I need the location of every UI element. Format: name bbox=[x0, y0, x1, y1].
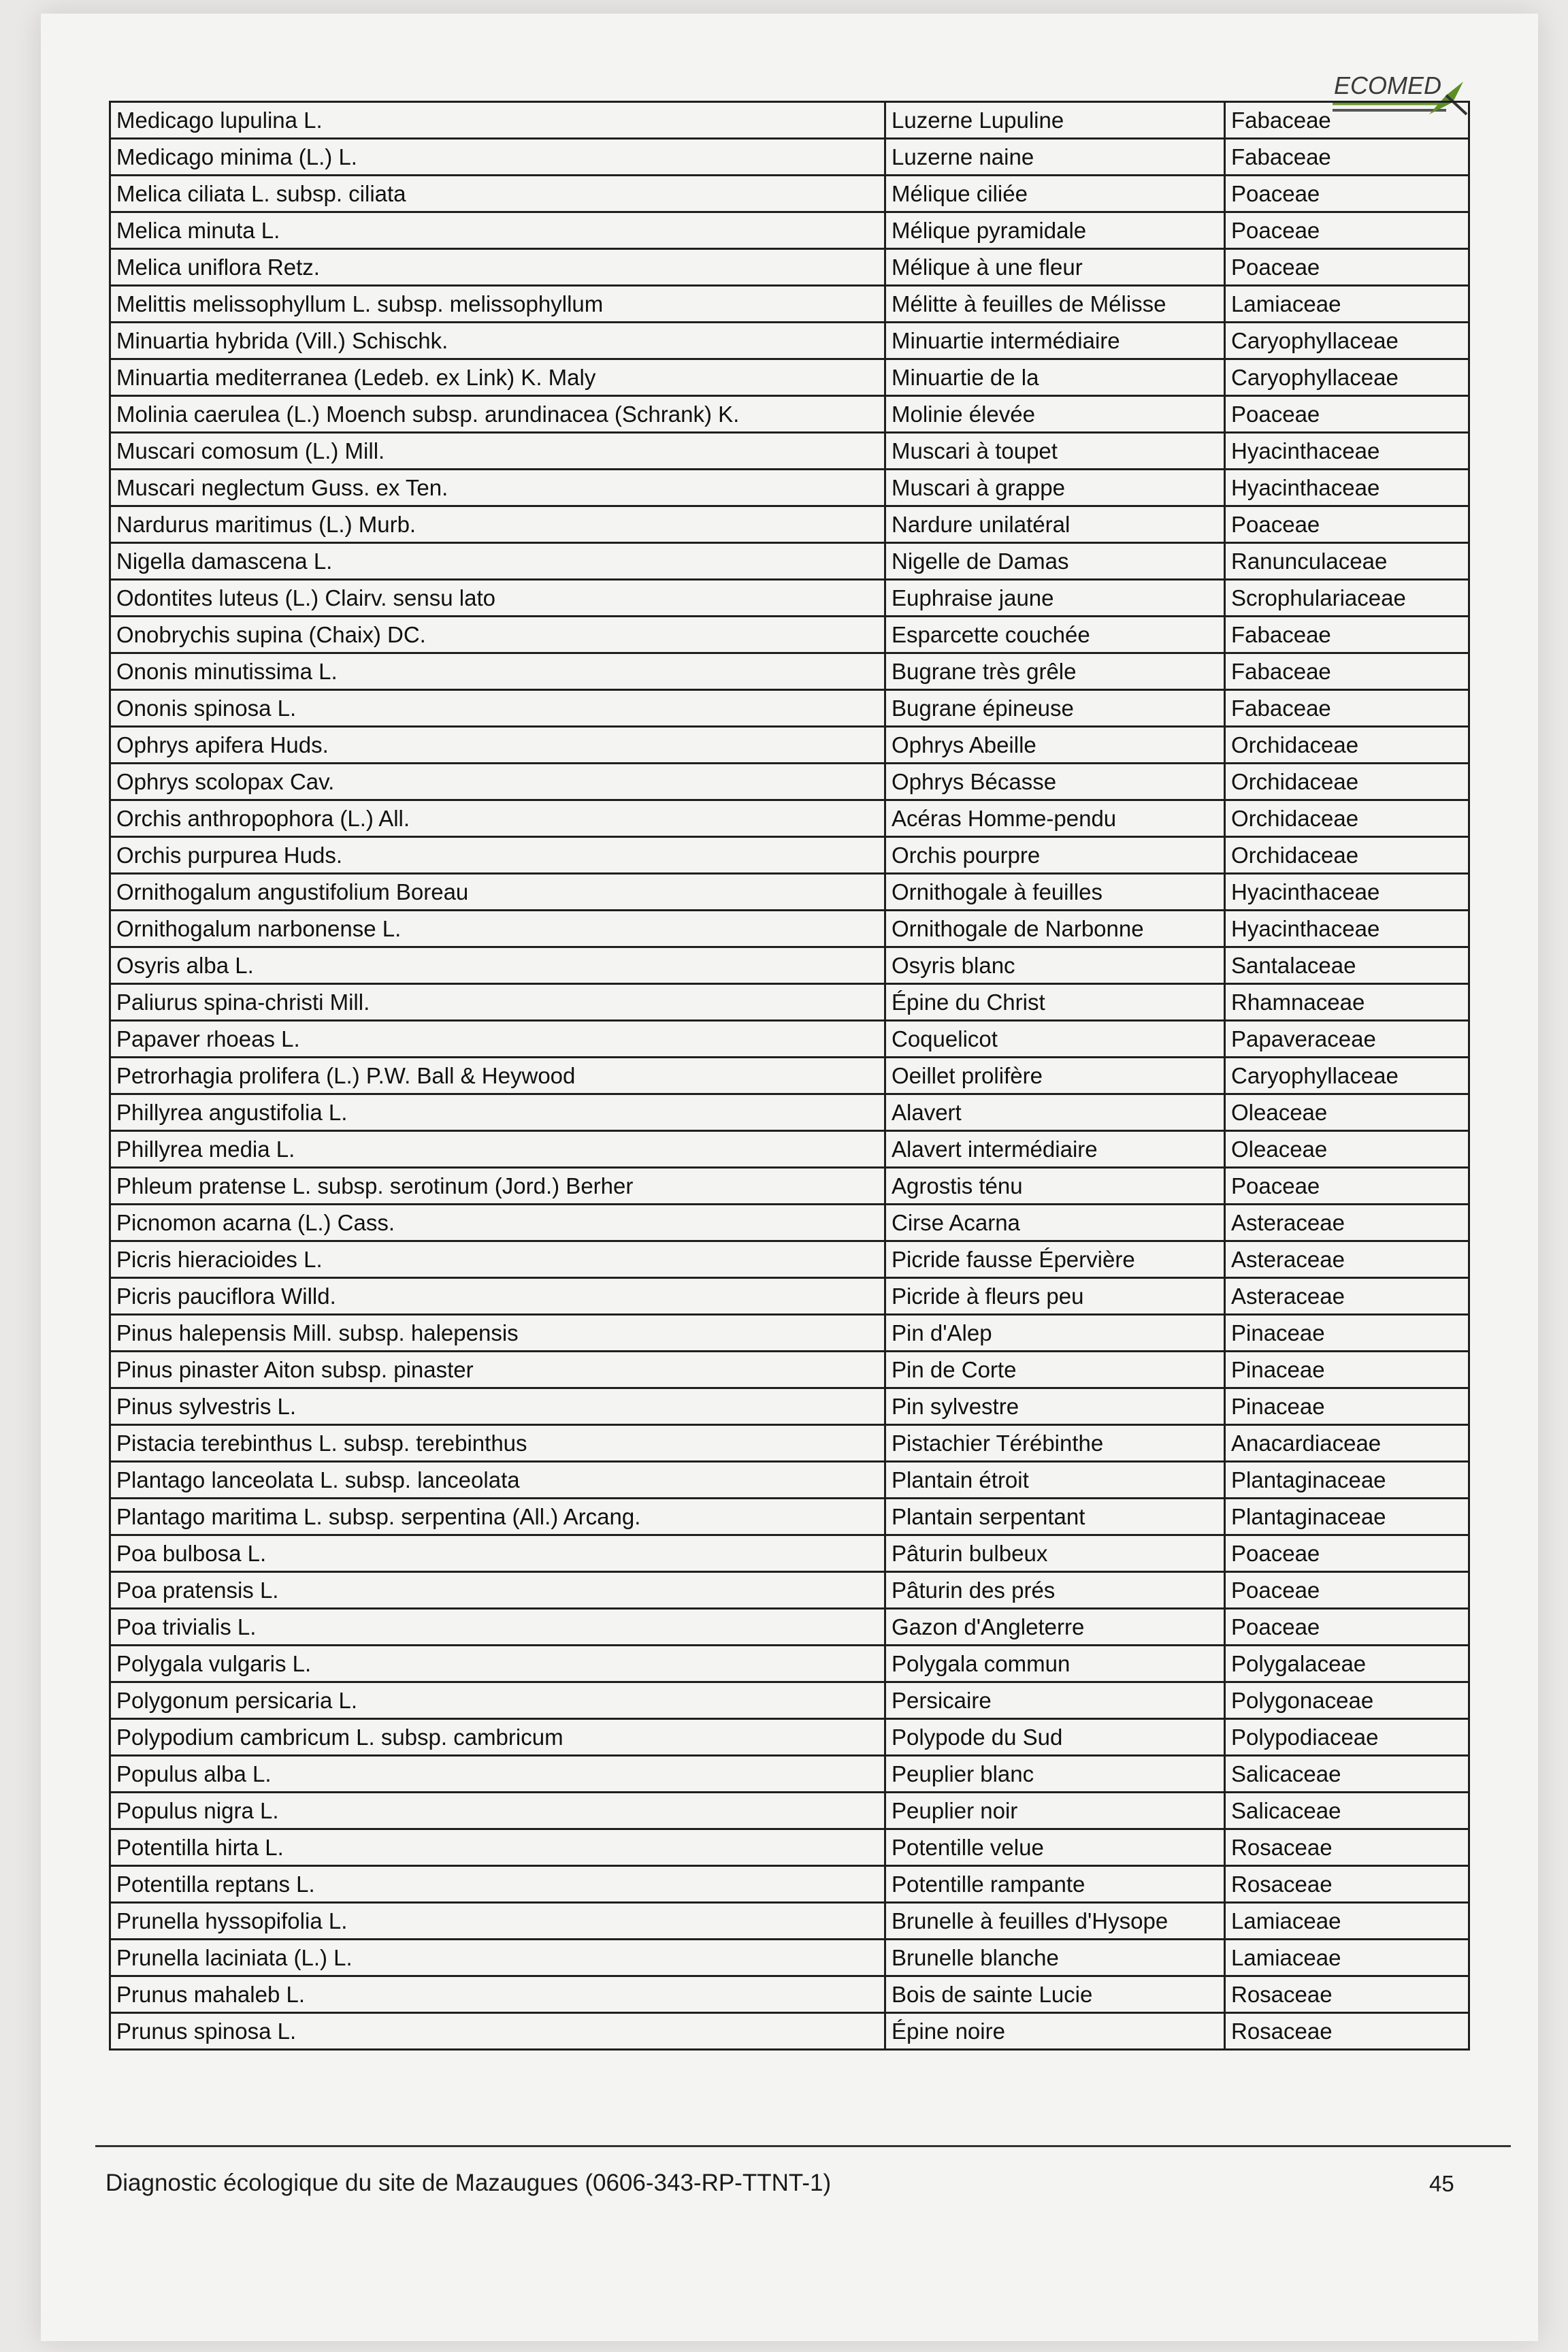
table-row bbox=[110, 359, 1469, 396]
common-name-cell: Ornithogale de Narbonne bbox=[885, 911, 1225, 947]
table-row bbox=[110, 286, 1469, 323]
scientific-name-cell: Paliurus spina-christi Mill. bbox=[110, 984, 885, 1021]
common-name-cell: Picride fausse Épervière bbox=[885, 1241, 1225, 1278]
common-name-cell: Gazon d'Angleterre bbox=[885, 1609, 1225, 1646]
table-row bbox=[110, 984, 1469, 1021]
scientific-name-cell: Plantago lanceolata L. subsp. lanceolata bbox=[110, 1462, 885, 1499]
table-row bbox=[110, 1976, 1469, 2013]
family-cell: Fabaceae bbox=[1225, 617, 1469, 653]
common-name-cell: Cirse Acarna bbox=[885, 1205, 1225, 1241]
scientific-name-cell: Orchis purpurea Huds. bbox=[110, 837, 885, 874]
family-cell: Hyacinthaceae bbox=[1225, 911, 1469, 947]
table-row bbox=[110, 690, 1469, 727]
table-row bbox=[110, 543, 1469, 580]
common-name-cell: Potentille velue bbox=[885, 1829, 1225, 1866]
table-row bbox=[110, 911, 1469, 947]
table-row bbox=[110, 323, 1469, 359]
common-name-cell: Muscari à toupet bbox=[885, 433, 1225, 470]
scientific-name-cell: Prunella laciniata (L.) L. bbox=[110, 1940, 885, 1976]
species-table-body bbox=[110, 102, 1469, 2050]
table-row bbox=[110, 102, 1469, 139]
scientific-name-cell: Pistacia terebinthus L. subsp. terebinthus bbox=[110, 1425, 885, 1462]
family-cell: Fabaceae bbox=[1225, 102, 1469, 139]
family-cell: Lamiaceae bbox=[1225, 286, 1469, 323]
table-row bbox=[110, 1940, 1469, 1976]
table-row bbox=[110, 1829, 1469, 1866]
table-row bbox=[110, 1499, 1469, 1535]
scientific-name-cell: Poa pratensis L. bbox=[110, 1572, 885, 1609]
table-row bbox=[110, 874, 1469, 911]
scientific-name-cell: Pinus sylvestris L. bbox=[110, 1388, 885, 1425]
scientific-name-cell: Medicago minima (L.) L. bbox=[110, 139, 885, 176]
table-row bbox=[110, 800, 1469, 837]
common-name-cell: Agrostis ténu bbox=[885, 1168, 1225, 1205]
footer-divider bbox=[95, 2145, 1511, 2147]
common-name-cell: Osyris blanc bbox=[885, 947, 1225, 984]
ecomed-logo-text: ECOMED bbox=[1334, 71, 1442, 99]
scientific-name-cell: Ophrys apifera Huds. bbox=[110, 727, 885, 764]
scientific-name-cell: Potentilla hirta L. bbox=[110, 1829, 885, 1866]
table-row bbox=[110, 1535, 1469, 1572]
common-name-cell: Orchis pourpre bbox=[885, 837, 1225, 874]
family-cell: Asteraceae bbox=[1225, 1241, 1469, 1278]
family-cell: Oleaceae bbox=[1225, 1094, 1469, 1131]
common-name-cell: Mélique ciliée bbox=[885, 176, 1225, 212]
scientific-name-cell: Ononis minutissima L. bbox=[110, 653, 885, 690]
family-cell: Hyacinthaceae bbox=[1225, 874, 1469, 911]
common-name-cell: Peuplier blanc bbox=[885, 1756, 1225, 1793]
common-name-cell: Nardure unilatéral bbox=[885, 506, 1225, 543]
common-name-cell: Potentille rampante bbox=[885, 1866, 1225, 1903]
common-name-cell: Acéras Homme-pendu bbox=[885, 800, 1225, 837]
table-row bbox=[110, 1756, 1469, 1793]
table-row bbox=[110, 1168, 1469, 1205]
family-cell: Orchidaceae bbox=[1225, 837, 1469, 874]
common-name-cell: Épine noire bbox=[885, 2013, 1225, 2050]
family-cell: Plantaginaceae bbox=[1225, 1499, 1469, 1535]
common-name-cell: Luzerne naine bbox=[885, 139, 1225, 176]
scientific-name-cell: Minuartia mediterranea (Ledeb. ex Link) K. Maly bbox=[110, 359, 885, 396]
table-row bbox=[110, 1682, 1469, 1719]
scientific-name-cell: Plantago maritima L. subsp. serpentina (All.) Arcang. bbox=[110, 1499, 885, 1535]
common-name-cell: Pâturin bulbeux bbox=[885, 1535, 1225, 1572]
table-row bbox=[110, 1388, 1469, 1425]
footer-text: Diagnostic écologique du site de Mazaugues (0606-343-RP-TTNT-1) bbox=[105, 2170, 832, 2196]
common-name-cell: Oeillet prolifère bbox=[885, 1058, 1225, 1094]
table-row bbox=[110, 1646, 1469, 1682]
table-row bbox=[110, 580, 1469, 617]
table-row bbox=[110, 396, 1469, 433]
family-cell: Fabaceae bbox=[1225, 653, 1469, 690]
common-name-cell: Muscari à grappe bbox=[885, 470, 1225, 506]
table-row bbox=[110, 764, 1469, 800]
common-name-cell: Picride à fleurs peu bbox=[885, 1278, 1225, 1315]
table-row bbox=[110, 433, 1469, 470]
scientific-name-cell: Nigella damascena L. bbox=[110, 543, 885, 580]
family-cell: Rosaceae bbox=[1225, 1976, 1469, 2013]
scientific-name-cell: Picris pauciflora Willd. bbox=[110, 1278, 885, 1315]
table-row bbox=[110, 470, 1469, 506]
family-cell: Poaceae bbox=[1225, 249, 1469, 286]
table-row bbox=[110, 1241, 1469, 1278]
scientific-name-cell: Potentilla reptans L. bbox=[110, 1866, 885, 1903]
common-name-cell: Bois de sainte Lucie bbox=[885, 1976, 1225, 2013]
scientific-name-cell: Picnomon acarna (L.) Cass. bbox=[110, 1205, 885, 1241]
scientific-name-cell: Prunella hyssopifolia L. bbox=[110, 1903, 885, 1940]
family-cell: Polygalaceae bbox=[1225, 1646, 1469, 1682]
table-row bbox=[110, 249, 1469, 286]
scientific-name-cell: Pinus halepensis Mill. subsp. halepensis bbox=[110, 1315, 885, 1352]
family-cell: Orchidaceae bbox=[1225, 727, 1469, 764]
family-cell: Hyacinthaceae bbox=[1225, 470, 1469, 506]
scientific-name-cell: Melica uniflora Retz. bbox=[110, 249, 885, 286]
table-row bbox=[110, 1609, 1469, 1646]
table-row bbox=[110, 139, 1469, 176]
family-cell: Rosaceae bbox=[1225, 2013, 1469, 2050]
common-name-cell: Ophrys Abeille bbox=[885, 727, 1225, 764]
common-name-cell: Mélique à une fleur bbox=[885, 249, 1225, 286]
family-cell: Fabaceae bbox=[1225, 690, 1469, 727]
scientific-name-cell: Picris hieracioides L. bbox=[110, 1241, 885, 1278]
family-cell: Poaceae bbox=[1225, 1535, 1469, 1572]
table-row bbox=[110, 1462, 1469, 1499]
common-name-cell: Mélique pyramidale bbox=[885, 212, 1225, 249]
scientific-name-cell: Nardurus maritimus (L.) Murb. bbox=[110, 506, 885, 543]
family-cell: Poaceae bbox=[1225, 1572, 1469, 1609]
family-cell: Poaceae bbox=[1225, 396, 1469, 433]
family-cell: Orchidaceae bbox=[1225, 764, 1469, 800]
family-cell: Caryophyllaceae bbox=[1225, 359, 1469, 396]
common-name-cell: Bugrane épineuse bbox=[885, 690, 1225, 727]
scientific-name-cell: Polygonum persicaria L. bbox=[110, 1682, 885, 1719]
table-row bbox=[110, 1793, 1469, 1829]
common-name-cell: Pin d'Alep bbox=[885, 1315, 1225, 1352]
common-name-cell: Alavert intermédiaire bbox=[885, 1131, 1225, 1168]
table-row bbox=[110, 1058, 1469, 1094]
table-row bbox=[110, 727, 1469, 764]
scientific-name-cell: Melica minuta L. bbox=[110, 212, 885, 249]
family-cell: Plantaginaceae bbox=[1225, 1462, 1469, 1499]
table-row bbox=[110, 1021, 1469, 1058]
family-cell: Rosaceae bbox=[1225, 1829, 1469, 1866]
scientific-name-cell: Melittis melissophyllum L. subsp. melissophyllum bbox=[110, 286, 885, 323]
table-row bbox=[110, 212, 1469, 249]
scientific-name-cell: Medicago lupulina L. bbox=[110, 102, 885, 139]
common-name-cell: Plantain étroit bbox=[885, 1462, 1225, 1499]
table-row bbox=[110, 1352, 1469, 1388]
common-name-cell: Nigelle de Damas bbox=[885, 543, 1225, 580]
family-cell: Scrophulariaceae bbox=[1225, 580, 1469, 617]
common-name-cell: Persicaire bbox=[885, 1682, 1225, 1719]
table-row bbox=[110, 947, 1469, 984]
scientific-name-cell: Onobrychis supina (Chaix) DC. bbox=[110, 617, 885, 653]
scientific-name-cell: Odontites luteus (L.) Clairv. sensu lato bbox=[110, 580, 885, 617]
scientific-name-cell: Molinia caerulea (L.) Moench subsp. arundinacea (Schrank) K. bbox=[110, 396, 885, 433]
scientific-name-cell: Orchis anthropophora (L.) All. bbox=[110, 800, 885, 837]
family-cell: Rhamnaceae bbox=[1225, 984, 1469, 1021]
scientific-name-cell: Polygala vulgaris L. bbox=[110, 1646, 885, 1682]
species-table bbox=[109, 101, 1470, 2051]
scientific-name-cell: Phleum pratense L. subsp. serotinum (Jord.) Berher bbox=[110, 1168, 885, 1205]
family-cell: Polypodiaceae bbox=[1225, 1719, 1469, 1756]
family-cell: Pinaceae bbox=[1225, 1388, 1469, 1425]
common-name-cell: Luzerne Lupuline bbox=[885, 102, 1225, 139]
common-name-cell: Esparcette couchée bbox=[885, 617, 1225, 653]
scientific-name-cell: Poa bulbosa L. bbox=[110, 1535, 885, 1572]
scientific-name-cell: Muscari comosum (L.) Mill. bbox=[110, 433, 885, 470]
table-row bbox=[110, 1315, 1469, 1352]
scientific-name-cell: Melica ciliata L. subsp. ciliata bbox=[110, 176, 885, 212]
table-row bbox=[110, 1205, 1469, 1241]
scientific-name-cell: Prunus mahaleb L. bbox=[110, 1976, 885, 2013]
scientific-name-cell: Populus nigra L. bbox=[110, 1793, 885, 1829]
common-name-cell: Minuartie de la bbox=[885, 359, 1225, 396]
common-name-cell: Polypode du Sud bbox=[885, 1719, 1225, 1756]
family-cell: Pinaceae bbox=[1225, 1352, 1469, 1388]
family-cell: Papaveraceae bbox=[1225, 1021, 1469, 1058]
common-name-cell: Euphraise jaune bbox=[885, 580, 1225, 617]
scientific-name-cell: Ononis spinosa L. bbox=[110, 690, 885, 727]
family-cell: Poaceae bbox=[1225, 176, 1469, 212]
scientific-name-cell: Poa trivialis L. bbox=[110, 1609, 885, 1646]
family-cell: Oleaceae bbox=[1225, 1131, 1469, 1168]
table-row bbox=[110, 1094, 1469, 1131]
family-cell: Polygonaceae bbox=[1225, 1682, 1469, 1719]
family-cell: Orchidaceae bbox=[1225, 800, 1469, 837]
common-name-cell: Minuartie intermédiaire bbox=[885, 323, 1225, 359]
family-cell: Santalaceae bbox=[1225, 947, 1469, 984]
table-row bbox=[110, 837, 1469, 874]
common-name-cell: Pâturin des prés bbox=[885, 1572, 1225, 1609]
common-name-cell: Bugrane très grêle bbox=[885, 653, 1225, 690]
table-row bbox=[110, 176, 1469, 212]
common-name-cell: Brunelle à feuilles d'Hysope bbox=[885, 1903, 1225, 1940]
family-cell: Pinaceae bbox=[1225, 1315, 1469, 1352]
common-name-cell: Brunelle blanche bbox=[885, 1940, 1225, 1976]
table-row bbox=[110, 1131, 1469, 1168]
document-page bbox=[41, 14, 1538, 2341]
scientific-name-cell: Ornithogalum angustifolium Boreau bbox=[110, 874, 885, 911]
scientific-name-cell: Minuartia hybrida (Vill.) Schischk. bbox=[110, 323, 885, 359]
family-cell: Poaceae bbox=[1225, 212, 1469, 249]
scientific-name-cell: Populus alba L. bbox=[110, 1756, 885, 1793]
table-row bbox=[110, 617, 1469, 653]
scientific-name-cell: Petrorhagia prolifera (L.) P.W. Ball & Heywood bbox=[110, 1058, 885, 1094]
scientific-name-cell: Ophrys scolopax Cav. bbox=[110, 764, 885, 800]
common-name-cell: Mélitte à feuilles de Mélisse bbox=[885, 286, 1225, 323]
table-row bbox=[110, 1903, 1469, 1940]
table-row bbox=[110, 2013, 1469, 2050]
page-number: 45 bbox=[1429, 2171, 1454, 2196]
scientific-name-cell: Phillyrea angustifolia L. bbox=[110, 1094, 885, 1131]
scientific-name-cell: Muscari neglectum Guss. ex Ten. bbox=[110, 470, 885, 506]
scientific-name-cell: Phillyrea media L. bbox=[110, 1131, 885, 1168]
common-name-cell: Ornithogale à feuilles bbox=[885, 874, 1225, 911]
family-cell: Caryophyllaceae bbox=[1225, 1058, 1469, 1094]
scientific-name-cell: Pinus pinaster Aiton subsp. pinaster bbox=[110, 1352, 885, 1388]
common-name-cell: Ophrys Bécasse bbox=[885, 764, 1225, 800]
common-name-cell: Pin de Corte bbox=[885, 1352, 1225, 1388]
scientific-name-cell: Papaver rhoeas L. bbox=[110, 1021, 885, 1058]
scientific-name-cell: Ornithogalum narbonense L. bbox=[110, 911, 885, 947]
scientific-name-cell: Polypodium cambricum L. subsp. cambricum bbox=[110, 1719, 885, 1756]
family-cell: Caryophyllaceae bbox=[1225, 323, 1469, 359]
table-row bbox=[110, 1719, 1469, 1756]
common-name-cell: Épine du Christ bbox=[885, 984, 1225, 1021]
table-row bbox=[110, 1866, 1469, 1903]
family-cell: Ranunculaceae bbox=[1225, 543, 1469, 580]
family-cell: Lamiaceae bbox=[1225, 1940, 1469, 1976]
family-cell: Fabaceae bbox=[1225, 139, 1469, 176]
table-row bbox=[110, 1572, 1469, 1609]
scientific-name-cell: Prunus spinosa L. bbox=[110, 2013, 885, 2050]
common-name-cell: Coquelicot bbox=[885, 1021, 1225, 1058]
common-name-cell: Polygala commun bbox=[885, 1646, 1225, 1682]
common-name-cell: Pin sylvestre bbox=[885, 1388, 1225, 1425]
table-row bbox=[110, 506, 1469, 543]
table-row bbox=[110, 1278, 1469, 1315]
family-cell: Poaceae bbox=[1225, 1168, 1469, 1205]
table-row bbox=[110, 653, 1469, 690]
common-name-cell: Molinie élevée bbox=[885, 396, 1225, 433]
family-cell: Asteraceae bbox=[1225, 1205, 1469, 1241]
family-cell: Salicaceae bbox=[1225, 1756, 1469, 1793]
family-cell: Asteraceae bbox=[1225, 1278, 1469, 1315]
common-name-cell: Pistachier Térébinthe bbox=[885, 1425, 1225, 1462]
family-cell: Poaceae bbox=[1225, 1609, 1469, 1646]
family-cell: Lamiaceae bbox=[1225, 1903, 1469, 1940]
common-name-cell: Plantain serpentant bbox=[885, 1499, 1225, 1535]
scientific-name-cell: Osyris alba L. bbox=[110, 947, 885, 984]
family-cell: Hyacinthaceae bbox=[1225, 433, 1469, 470]
family-cell: Rosaceae bbox=[1225, 1866, 1469, 1903]
common-name-cell: Peuplier noir bbox=[885, 1793, 1225, 1829]
family-cell: Anacardiaceae bbox=[1225, 1425, 1469, 1462]
table-row bbox=[110, 1425, 1469, 1462]
family-cell: Poaceae bbox=[1225, 506, 1469, 543]
family-cell: Salicaceae bbox=[1225, 1793, 1469, 1829]
common-name-cell: Alavert bbox=[885, 1094, 1225, 1131]
